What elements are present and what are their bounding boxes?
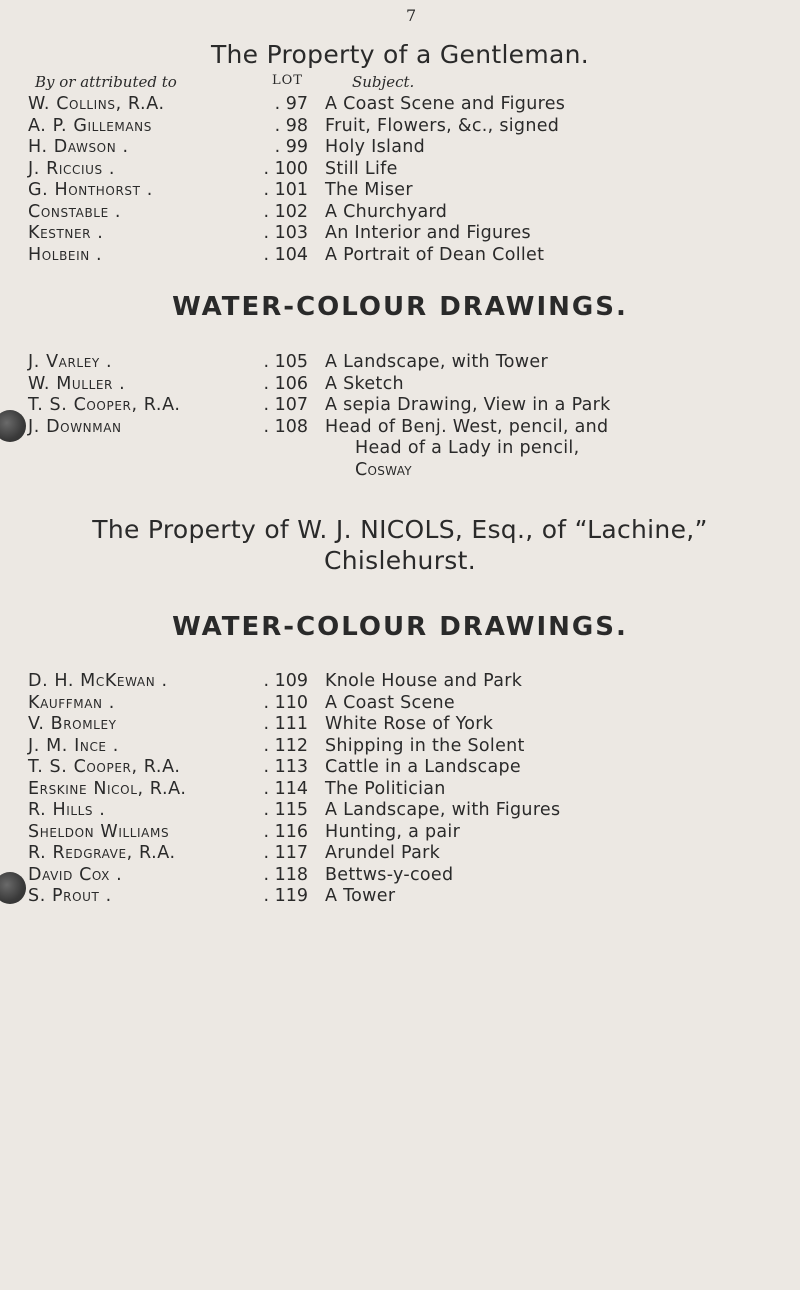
artist-name: V. Bromley: [28, 714, 117, 734]
lot-subject: A Portrait of Dean Collet: [325, 244, 545, 265]
artist-name: H. Dawson .: [28, 137, 129, 157]
artist-name: W. Muller .: [28, 373, 126, 394]
lot-subject: A Coast Scene: [325, 692, 455, 713]
lot-subject: Cattle in a Landscape: [325, 757, 521, 777]
lot-row: [0, 116, 800, 138]
lot-number: . 111: [263, 714, 308, 734]
lot-row: [0, 417, 800, 439]
lot-number: . 106: [263, 373, 308, 394]
column-header-subject: Subject.: [352, 73, 415, 91]
lot-subject: Head of Benj. West, pencil, and: [325, 416, 609, 437]
lot-row: [0, 202, 800, 224]
lot-row: [0, 757, 800, 779]
artist-name: Constable .: [28, 201, 122, 222]
artist-name: G. Honthorst .: [28, 180, 153, 200]
lot-number: . 116: [263, 821, 308, 842]
lot-row: [0, 94, 800, 116]
section-title-gentleman: The Property of a Gentleman.: [210, 40, 590, 69]
lot-subject: Bettws-y-coed: [325, 864, 454, 885]
artist-name: Sheldon Williams: [28, 821, 170, 842]
lot-list-water-colour-1: [0, 352, 800, 438]
lot-subject: A Sketch: [325, 373, 404, 394]
artist-name: T. S. Cooper, R.A.: [28, 757, 181, 777]
lot-subject: The Politician: [325, 778, 446, 799]
lot-subject: Shipping in the Solent: [325, 735, 525, 756]
page-number: 7: [406, 6, 417, 25]
lot-subject: A sepia Drawing, View in a Park: [325, 395, 611, 415]
lot-number: . 105: [263, 352, 308, 372]
artist-name: Kestner .: [28, 223, 104, 243]
lot-subject: White Rose of York: [325, 714, 494, 734]
lot-subject: The Miser: [325, 180, 413, 200]
lot-row: [0, 180, 800, 202]
lot-number: . 112: [263, 735, 308, 756]
lot-number: . 118: [263, 864, 308, 885]
lot-row: [0, 352, 800, 374]
lot-number: . 110: [263, 692, 308, 713]
lot-number: . 102: [263, 201, 308, 222]
lot-row: [0, 843, 800, 865]
artist-name: J. M. Ince .: [28, 735, 119, 756]
lot-number: . 113: [263, 757, 308, 777]
lot-row: [0, 223, 800, 245]
lot-subject: A Tower: [325, 886, 396, 906]
lot-list-paintings: [0, 94, 800, 266]
lot-subject: Fruit, Flowers, &c., signed: [325, 115, 560, 136]
subject-continuation: Cosway: [355, 459, 412, 480]
lot-number: . 108: [263, 416, 308, 437]
lot-row: [0, 395, 800, 417]
lot-number: . 109: [263, 671, 308, 691]
lot-row: [0, 886, 800, 908]
lot-row: [0, 714, 800, 736]
lot-row: [0, 865, 800, 887]
lot-number: . 117: [263, 843, 308, 863]
lot-number: . 115: [263, 800, 308, 820]
lot-row: [0, 374, 800, 396]
lot-row: [0, 779, 800, 801]
lot-number: . 97: [274, 94, 308, 114]
lot-subject: A Landscape, with Figures: [325, 800, 561, 820]
artist-name: S. Prout .: [28, 886, 112, 906]
artist-name: J. Downman: [28, 416, 122, 437]
artist-name: Erskine Nicol, R.A.: [28, 778, 187, 799]
lot-row: [0, 800, 800, 822]
lot-subject: Still Life: [325, 158, 398, 179]
artist-name: R. Hills .: [28, 800, 106, 820]
subject-continuation: Head of a Lady in pencil,: [355, 438, 580, 458]
lot-subject: Arundel Park: [325, 843, 441, 863]
lot-row: [0, 693, 800, 715]
artist-name: T. S. Cooper, R.A.: [28, 395, 181, 415]
lot-subject: A Landscape, with Tower: [325, 352, 548, 372]
artist-name: R. Redgrave, R.A.: [28, 843, 176, 863]
section-title-water-colour-2: WATER-COLOUR DRAWINGS.: [172, 612, 628, 642]
lot-row: [0, 137, 800, 159]
lot-subject: An Interior and Figures: [325, 223, 531, 243]
artist-name: J. Varley .: [28, 352, 113, 372]
lot-number: . 99: [274, 137, 308, 157]
lot-number: . 107: [263, 395, 308, 415]
artist-name: A. P. Gillemans: [28, 115, 152, 136]
lot-subject: A Coast Scene and Figures: [325, 94, 566, 114]
section-title-nicols: The Property of W. J. NICOLS, Esq., of “Lachine,”: [92, 515, 708, 544]
lot-row: [0, 159, 800, 181]
lot-number: . 98: [274, 115, 308, 136]
lot-number: . 101: [263, 180, 308, 200]
lot-subject: Holy Island: [325, 137, 426, 157]
artist-name: David Cox .: [28, 864, 123, 885]
lot-number: . 114: [263, 778, 308, 799]
artist-name: J. Riccius .: [28, 158, 116, 179]
lot-number: . 104: [263, 244, 308, 265]
lot-number: . 100: [263, 158, 308, 179]
column-header-lot: LOT: [272, 73, 303, 88]
section-title-chislehurst: Chislehurst.: [324, 546, 476, 575]
lot-subject: Hunting, a pair: [325, 821, 461, 842]
lot-row: [0, 736, 800, 758]
artist-name: Holbein .: [28, 244, 103, 265]
section-title-water-colour-1: WATER-COLOUR DRAWINGS.: [172, 292, 628, 322]
lot-list-water-colour-2: [0, 671, 800, 908]
lot-subject: A Churchyard: [325, 201, 448, 222]
lot-row: [0, 671, 800, 693]
lot-row: [0, 822, 800, 844]
column-header-artist: By or attributed to: [35, 73, 177, 91]
artist-name: Kauffman .: [28, 692, 115, 713]
lot-row: [0, 245, 800, 267]
lot-number: . 103: [263, 223, 308, 243]
artist-name: W. Collins, R.A.: [28, 94, 165, 114]
lot-subject: Knole House and Park: [325, 671, 523, 691]
lot-number: . 119: [263, 886, 308, 906]
artist-name: D. H. McKewan .: [28, 671, 168, 691]
lot-108-continuation: [0, 438, 800, 481]
